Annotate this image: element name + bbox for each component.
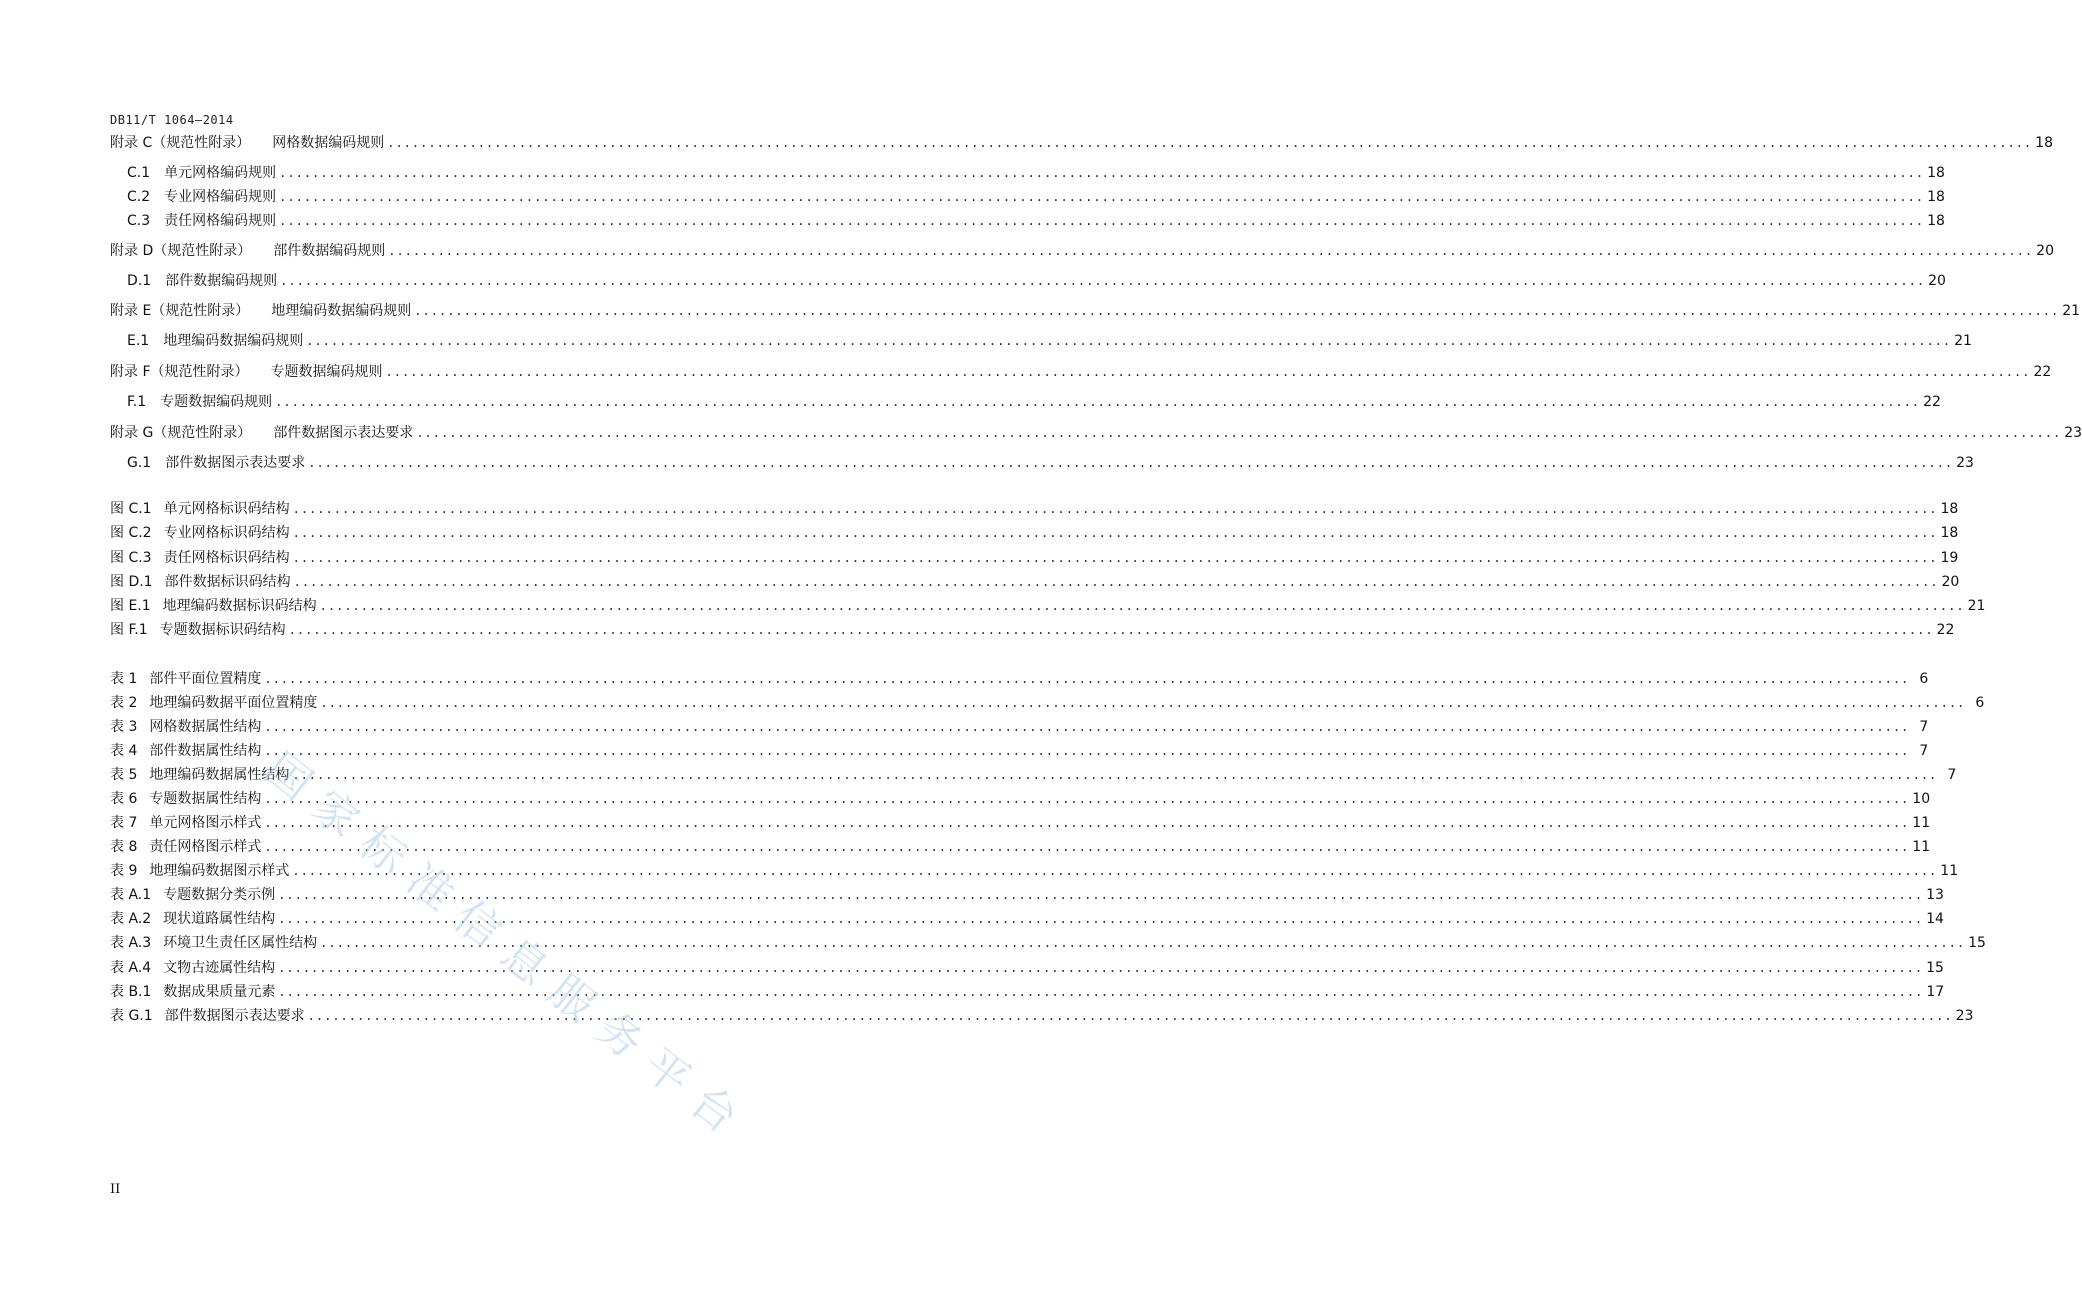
toc-entry-label: 图 F.1 (110, 622, 148, 638)
dot-leader: ........................................................................................................................................................................................................ (292, 502, 1938, 516)
toc-entry[interactable] (110, 909, 1944, 929)
toc-entry-page: 10 (1912, 791, 1931, 807)
toc-entry-label: C.2 (127, 189, 151, 205)
toc-entry-page: 20 (2036, 243, 2054, 259)
dot-leader: ........................................................................................................................................................................................................ (308, 456, 1954, 470)
toc-entry-page: 20 (1928, 273, 1946, 289)
toc-entry-title: 地理编码数据标识码结构 (162, 598, 317, 614)
toc-entry-title: 地理编码数据编码规则 (163, 333, 304, 349)
toc-entry-title: 专业网格编码规则 (164, 189, 277, 205)
dot-leader: ........................................................................................................................................................................................................ (279, 166, 1925, 180)
toc-entry-label: 附录 C（规范性附录） (110, 135, 251, 151)
dot-leader: ........................................................................................................................................................................................................ (264, 720, 1910, 734)
toc-entry[interactable] (110, 572, 1960, 592)
dot-leader: ........................................................................................................................................................................................................ (278, 888, 1924, 902)
toc-entry-label: 表 A.3 (110, 935, 152, 951)
toc-entry-title: 部件平面位置精度 (149, 671, 262, 687)
dot-leader: ........................................................................................................................................................................................................ (307, 1009, 1953, 1023)
toc-entry[interactable] (110, 241, 2054, 261)
toc-entry-page: 14 (1926, 911, 1944, 927)
dot-leader: ........................................................................................................................................................................................................ (279, 214, 1925, 228)
toc-entry-label: 附录 D（规范性附录） (110, 243, 252, 259)
watermark-char: 服 (538, 965, 605, 1033)
toc-entry-title: 专题数据编码规则 (160, 394, 273, 410)
toc-entry-label: 表 A.2 (110, 911, 152, 927)
toc-entry-page: 19 (1940, 550, 1959, 566)
toc-entry-title: 地理编码数据编码规则 (271, 303, 412, 319)
toc-entry-title: 部件数据属性结构 (149, 743, 262, 759)
toc-entry[interactable] (127, 211, 1945, 231)
watermark-char: 标 (349, 817, 416, 885)
toc-entry[interactable] (110, 548, 1959, 568)
toc-entry[interactable] (110, 423, 2082, 443)
toc-entry-page: 20 (1941, 574, 1960, 590)
toc-entry-page: 23 (1956, 455, 1974, 471)
toc-entry-label: E.1 (127, 333, 150, 349)
toc-entry[interactable] (110, 861, 1959, 881)
dot-leader: ........................................................................................................................................................................................................ (292, 864, 1938, 878)
toc-entry-label: 表 5 (110, 767, 138, 783)
dot-leader: ........................................................................................................................................................................................................ (279, 190, 1925, 204)
dot-leader: ........................................................................................................................................................................................................ (388, 244, 2034, 258)
toc-entry[interactable] (127, 187, 1945, 207)
toc-entry-label: 表 G.1 (110, 1008, 153, 1024)
toc-entry-label: 表 1 (110, 671, 138, 687)
toc-entry-label: 表 A.4 (110, 960, 152, 976)
toc-entry-page: 18 (1927, 165, 1945, 181)
toc-entry-label: 附录 F（规范性附录） (110, 364, 249, 380)
toc-entry-title: 责任网格标识码结构 (163, 550, 290, 566)
toc-entry[interactable] (110, 958, 1944, 978)
toc-entry-label: 表 A.1 (110, 887, 152, 903)
toc-entry[interactable] (110, 523, 1959, 543)
dot-leader: ........................................................................................................................................................................................................ (264, 816, 1910, 830)
toc-entry-page: 15 (1926, 960, 1944, 976)
toc-entry-title: 部件数据编码规则 (165, 273, 278, 289)
toc-entry-label: 图 E.1 (110, 598, 151, 614)
dot-leader: ........................................................................................................................................................................................................ (278, 985, 1924, 999)
toc-entry[interactable] (110, 789, 1931, 809)
watermark-char: 信 (444, 891, 511, 959)
toc-entry-title: 部件数据图示表达要求 (164, 1008, 305, 1024)
toc-entry-label: 表 2 (110, 695, 138, 711)
toc-entry-title: 专题数据属性结构 (149, 791, 262, 807)
toc-entry-label: C.1 (127, 165, 151, 181)
toc-entry-title: 专题数据分类示例 (163, 887, 276, 903)
toc-entry-title: 单元网格图示样式 (149, 815, 262, 831)
dot-leader: ........................................................................................................................................................................................................ (416, 426, 2062, 440)
toc-entry-title: 地理编码数据平面位置精度 (149, 695, 318, 711)
dot-leader: ........................................................................................................................................................................................................ (288, 623, 1934, 637)
dot-leader: ........................................................................................................................................................................................................ (320, 936, 1966, 950)
dot-leader: ........................................................................................................................................................................................................ (387, 136, 2033, 150)
toc-entry-title: 责任网格编码规则 (164, 213, 277, 229)
toc-entry-title: 数据成果质量元素 (163, 984, 276, 1000)
toc-entry-page: 6 (1975, 695, 1985, 711)
toc-entry-label: 图 C.1 (110, 501, 152, 517)
toc-entry-title: 单元网格编码规则 (164, 165, 277, 181)
toc-entry-page: 22 (2033, 364, 2052, 380)
toc-entry[interactable] (110, 499, 1959, 519)
dot-leader: ........................................................................................................................................................................................................ (275, 395, 1921, 409)
toc-entry-label: 图 D.1 (110, 574, 153, 590)
toc-entry-page: 7 (1919, 719, 1929, 735)
toc-entry-label: C.3 (127, 213, 151, 229)
toc-entry-page: 7 (1947, 767, 1957, 783)
toc-entry-page: 13 (1926, 887, 1944, 903)
toc-entry[interactable] (110, 362, 2052, 382)
dot-leader: ........................................................................................................................................................................................................ (264, 792, 1910, 806)
toc-entry-page: 21 (2062, 303, 2081, 319)
dot-leader: ........................................................................................................................................................................................................ (292, 526, 1938, 540)
toc-entry-page: 23 (1955, 1008, 1974, 1024)
toc-entry-label: F.1 (127, 394, 147, 410)
toc-entry[interactable] (110, 741, 1929, 761)
toc-entry-page: 15 (1968, 935, 1986, 951)
toc-entry-title: 部件数据图示表达要求 (273, 425, 414, 441)
dot-leader: ........................................................................................................................................................................................................ (319, 599, 1965, 613)
dot-leader: ........................................................................................................................................................................................................ (320, 696, 1966, 710)
toc-entry[interactable] (127, 453, 1974, 473)
dot-leader: ........................................................................................................................................................................................................ (264, 672, 1910, 686)
toc-entry-page: 22 (1923, 394, 1941, 410)
toc-entry-title: 网格数据编码规则 (272, 135, 385, 151)
toc-entry-label: G.1 (127, 455, 152, 471)
dot-leader: ........................................................................................................................................................................................................ (385, 365, 2031, 379)
toc-entry-page: 23 (2064, 425, 2082, 441)
toc-entry[interactable] (110, 813, 1931, 833)
toc-entry[interactable] (110, 301, 2081, 321)
toc-entry[interactable] (127, 271, 1946, 291)
toc-entry-title: 现状道路属性结构 (163, 911, 276, 927)
toc-entry-page: 21 (1954, 333, 1972, 349)
toc-entry-title: 地理编码数据图示样式 (149, 863, 290, 879)
toc-entry-label: 表 3 (110, 719, 138, 735)
toc-entry-page: 21 (1967, 598, 1986, 614)
toc-entry-title: 专业网格标识码结构 (163, 525, 290, 541)
dot-leader: ........................................................................................................................................................................................................ (292, 768, 1938, 782)
toc-entry-page: 18 (2035, 135, 2053, 151)
toc-entry-title: 专题数据标识码结构 (159, 622, 286, 638)
toc-entry-title: 部件数据标识码结构 (164, 574, 291, 590)
toc-entry[interactable] (127, 163, 1945, 183)
toc-entry[interactable] (110, 669, 1929, 689)
toc-entry-title: 专题数据编码规则 (270, 364, 383, 380)
toc-entry-page: 11 (1940, 863, 1959, 879)
toc-entry[interactable] (110, 717, 1929, 737)
dot-leader: ........................................................................................................................................................................................................ (306, 334, 1952, 348)
toc-entry-page: 6 (1919, 671, 1929, 687)
toc-entry-title: 责任网格图示样式 (149, 839, 262, 855)
toc-entry[interactable] (110, 837, 1931, 857)
dot-leader: ........................................................................................................................................................................................................ (293, 575, 1939, 589)
toc-entry-page: 11 (1912, 815, 1931, 831)
page-number: II (110, 1182, 121, 1197)
dot-leader: ........................................................................................................................................................................................................ (280, 274, 1926, 288)
watermark-char: 息 (491, 928, 558, 996)
dot-leader: ........................................................................................................................................................................................................ (292, 551, 1938, 565)
toc-entry[interactable] (110, 982, 1945, 1002)
toc-entry-page: 17 (1926, 984, 1945, 1000)
toc-entry-label: 表 7 (110, 815, 138, 831)
toc-entry-label: 附录 G（规范性附录） (110, 425, 252, 441)
toc-entry-page: 22 (1936, 622, 1955, 638)
toc-entry-page: 18 (1927, 213, 1945, 229)
toc-entry-label: 表 6 (110, 791, 138, 807)
toc-entry-title: 部件数据编码规则 (273, 243, 386, 259)
toc-entry-label: 表 B.1 (110, 984, 152, 1000)
watermark-char: 家 (302, 780, 369, 848)
dot-leader: ........................................................................................................................................................................................................ (414, 304, 2060, 318)
toc-entry-page: 7 (1919, 743, 1929, 759)
dot-leader: ........................................................................................................................................................................................................ (278, 912, 1924, 926)
toc-entry[interactable] (110, 885, 1944, 905)
dot-leader: ........................................................................................................................................................................................................ (278, 961, 1924, 975)
toc-entry-label: 表 4 (110, 743, 138, 759)
watermark-char: 国 (255, 743, 322, 811)
dot-leader: ........................................................................................................................................................................................................ (264, 744, 1910, 758)
watermark-char: 台 (680, 1075, 747, 1144)
watermark-char: 务 (586, 1002, 653, 1070)
toc-entry[interactable] (127, 392, 1941, 412)
toc-entry[interactable] (110, 933, 1986, 953)
toc-entry-label: 图 C.2 (110, 525, 152, 541)
toc-entry-title: 地理编码数据属性结构 (149, 767, 290, 783)
toc-entry-title: 文物古迹属性结构 (163, 960, 276, 976)
toc-entry-title: 网格数据属性结构 (149, 719, 262, 735)
watermark-char: 准 (397, 854, 464, 922)
document-code-header: DB11/T 1064—2014 (110, 113, 234, 127)
toc-entry-title: 单元网格标识码结构 (163, 501, 290, 517)
toc-entry[interactable] (110, 1006, 1974, 1026)
toc-entry-page: 18 (1927, 189, 1945, 205)
toc-entry[interactable] (110, 133, 2053, 153)
toc-entry-label: 表 8 (110, 839, 138, 855)
toc-entry-page: 18 (1940, 501, 1959, 517)
toc-entry-label: D.1 (127, 273, 152, 289)
toc-entry-label: 图 C.3 (110, 550, 152, 566)
dot-leader: ........................................................................................................................................................................................................ (264, 840, 1910, 854)
toc-entry[interactable] (110, 620, 1955, 640)
toc-entry-title: 环境卫生责任区属性结构 (163, 935, 318, 951)
watermark-char: 平 (633, 1038, 700, 1107)
toc-entry[interactable] (110, 765, 1957, 785)
toc-entry[interactable] (110, 693, 1985, 713)
toc-entry[interactable] (127, 331, 1972, 351)
toc-entry-title: 部件数据图示表达要求 (165, 455, 306, 471)
toc-entry-page: 11 (1912, 839, 1931, 855)
toc-entry-label: 附录 E（规范性附录） (110, 303, 250, 319)
toc-entry-label: 表 9 (110, 863, 138, 879)
toc-entry-page: 18 (1940, 525, 1959, 541)
toc-entry[interactable] (110, 596, 1986, 616)
